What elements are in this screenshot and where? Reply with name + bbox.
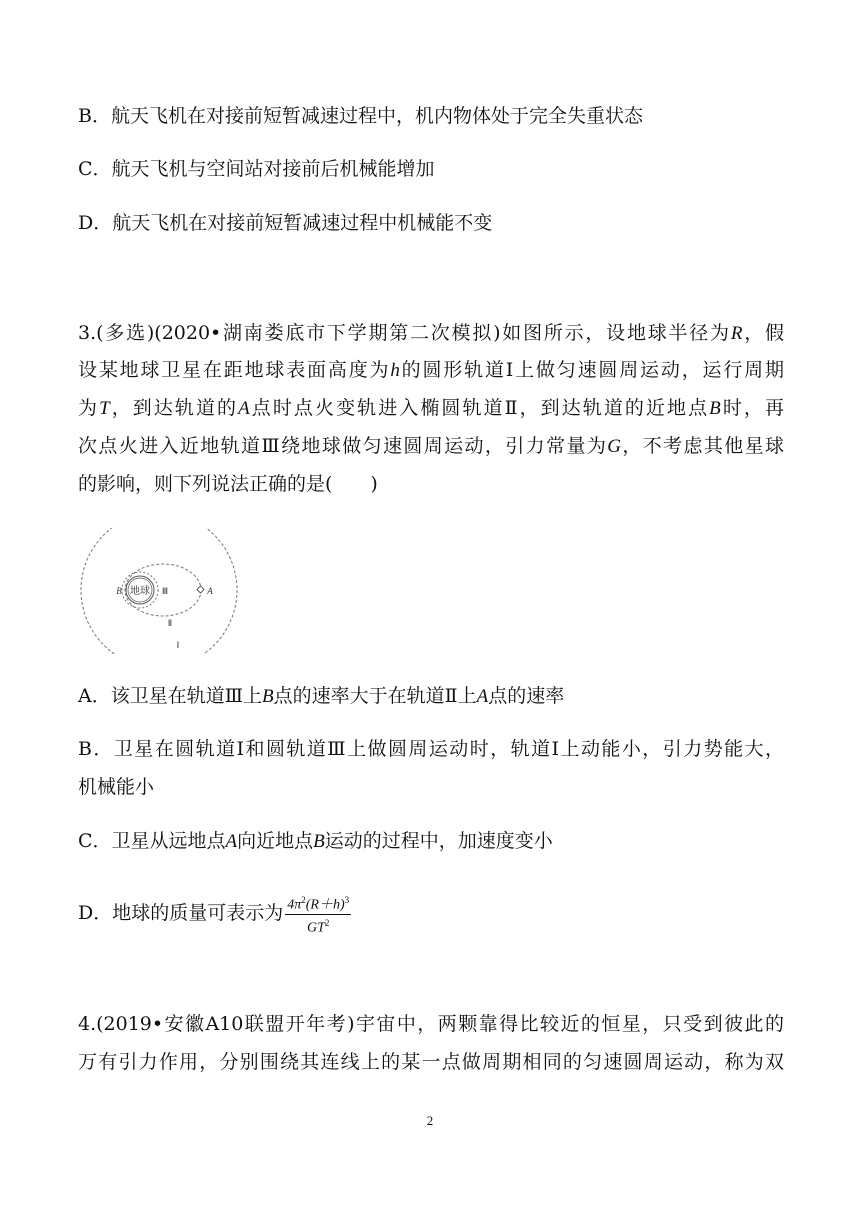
q2-option-d: D．航天飞机在对接前短暂减速过程中机械能不变 <box>78 212 493 234</box>
q4-stem-line-2: 万有引力作用，分别围绕其连线上的某一点做周期相同的匀速圆周运动，称为双 <box>78 1051 784 1073</box>
orbit-1-label: Ⅰ <box>176 640 180 650</box>
satellite-marker <box>197 586 204 593</box>
mass-formula: $\frac{4\pi^2(R+h)^3}{GT^2}$ <box>285 892 351 936</box>
q2-option-c: C．航天飞机与空间站对接前后机械能增加 <box>78 158 435 180</box>
earth-label: 地球 <box>130 586 150 597</box>
point-b-label: B <box>116 586 122 596</box>
q3-stem-line-2: 设某地球卫星在距地球表面高度为h的圆形轨道Ⅰ上做匀速圆周运动，运行周期 <box>78 359 784 381</box>
q3-stem-line-4: 次点火进入近地轨道Ⅲ绕地球做匀速圆周运动，引力常量为G，不考虑其他星球 <box>78 435 784 457</box>
q4-stem-line-1: 4.(2019•安徽A10联盟开年考)宇宙中，两颗靠得比较近的恒星，只受到彼此的 <box>78 1013 784 1035</box>
orbit-2-label: Ⅱ <box>167 618 173 628</box>
q3-option-a: A．该卫星在轨道Ⅲ上B点的速率大于在轨道Ⅱ上A点的速率 <box>78 685 565 707</box>
orbit-3-label: Ⅲ <box>161 586 169 596</box>
q3-option-b-line-2: 机械能小 <box>78 776 155 798</box>
q3-stem-line-3: 为T，到达轨道的A点时点火变轨进入椭圆轨道Ⅱ，到达轨道的近地点B时，再 <box>78 397 784 419</box>
q3-option-b-line-1: B．卫星在圆轨道Ⅰ和圆轨道Ⅲ上做圆周运动时，轨道Ⅰ上动能小，引力势能大， <box>78 738 784 760</box>
orbit-1-circle <box>81 528 237 654</box>
q3-stem-line-5: 的影响，则下列说法正确的是( ) <box>78 473 378 495</box>
q3-option-d: D．地球的质量可表示为 $\frac{4\pi^2(R+h)^3}{GT^2}$ <box>78 892 351 936</box>
q3-stem-line-1: 3.(多选)(2020•湖南娄底市下学期第二次模拟)如图所示，设地球半径为R，假 <box>78 322 784 344</box>
q2-option-b: B．航天飞机在对接前短暂减速过程中，机内物体处于完全失重状态 <box>78 105 643 127</box>
page-number: 2 <box>426 1113 434 1128</box>
orbit-diagram <box>80 528 240 654</box>
point-a-label: A <box>207 586 213 596</box>
q3-option-c: C．卫星从远地点A向近地点B运动的过程中，加速度变小 <box>78 830 553 852</box>
